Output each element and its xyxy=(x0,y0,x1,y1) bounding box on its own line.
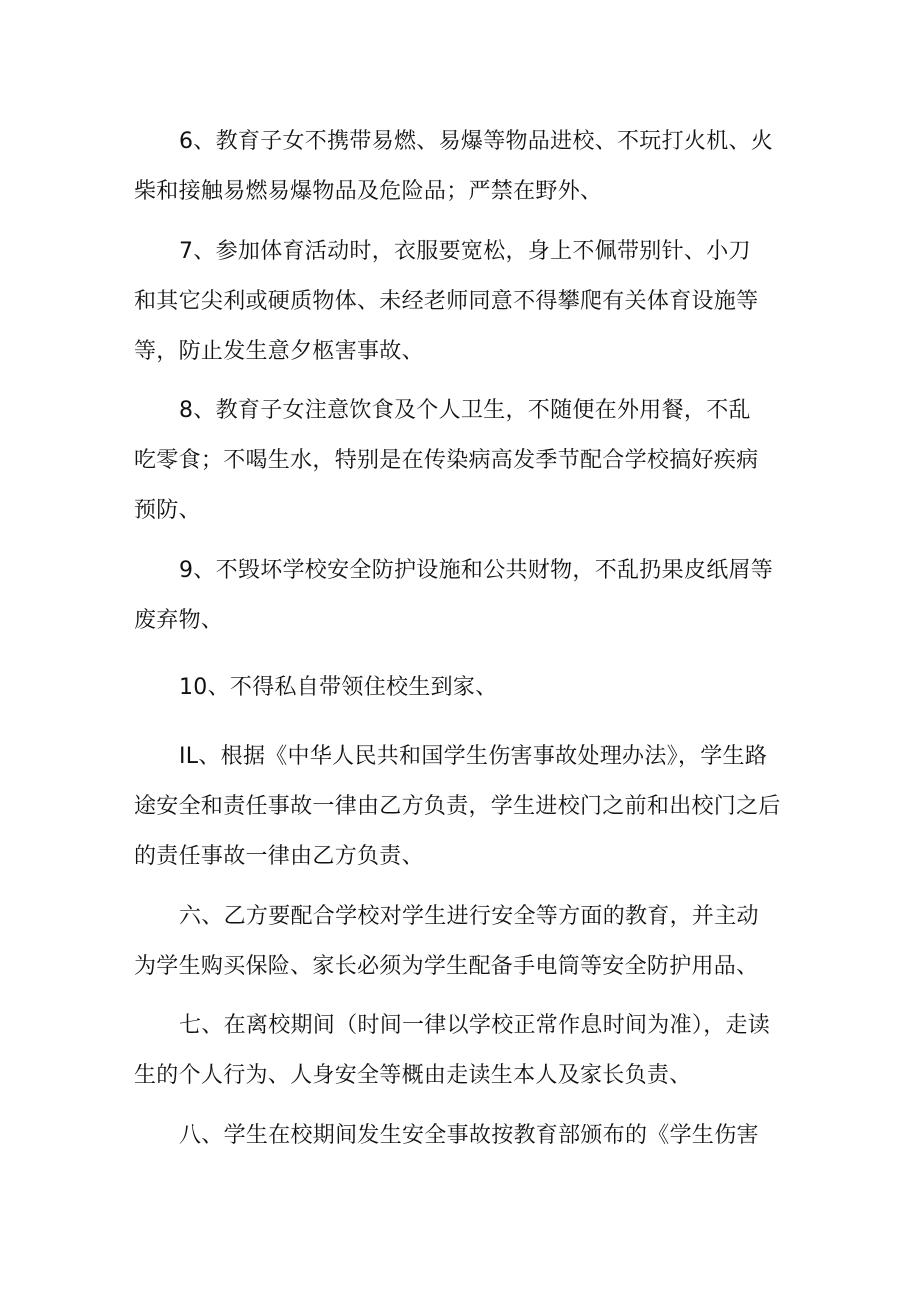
text-line: IL、根据《中华人民共和国学生伤害事故处理办法》，学生路 xyxy=(179,744,768,769)
text-line: 途安全和责任事故一律由乙方负责，学生进校门之前和出校门之后 xyxy=(134,794,781,819)
text-line: 八、学生在校期间发生安全事故按教育部颁布的《学生伤害 xyxy=(179,1123,759,1148)
text-line: 废弃物、 xyxy=(134,608,224,633)
text-line: 吃零食；不喝生水，特别是在传染病高发季节配合学校搞好疾病 xyxy=(134,448,759,473)
text-line: 7、参加体育活动时，衣服要宽松，身上不佩带别针、小刀 xyxy=(179,239,751,264)
text-line: 和其它尖利或硬质物体、未经老师同意不得攀爬有关体育设施等 xyxy=(134,289,759,314)
text-line: 10、不得私自带领住校生到家、 xyxy=(179,675,498,700)
text-line: 8、教育子女注意饮食及个人卫生，不随便在外用餐，不乱 xyxy=(179,398,751,423)
text-line: 为学生购买保险、家长必须为学生配备手电筒等安全防护用品、 xyxy=(134,954,759,979)
text-line: 七、在离校期间（时间一律以学校正常作息时间为准），走读 xyxy=(179,1013,771,1038)
text-line: 六、乙方要配合学校对学生进行安全等方面的教育，并主动 xyxy=(179,904,759,929)
text-line: 柴和接触易燃易爆物品及危险品；严禁在野外、 xyxy=(134,179,603,204)
text-line: 生的个人行为、人身安全等概由走读生本人及家长负责、 xyxy=(134,1063,692,1088)
text-line: 预防、 xyxy=(134,498,201,523)
text-line: 9、不毁坏学校安全防护设施和公共财物，不乱扔果皮纸屑等 xyxy=(179,558,774,583)
text-line: 的责任事故一律由乙方负责、 xyxy=(134,844,424,869)
text-line: 等，防止发生意夕柩害事故、 xyxy=(134,339,424,364)
text-line: 6、教育子女不携带易燃、易爆等物品进校、不玩打火机、火 xyxy=(179,129,774,154)
